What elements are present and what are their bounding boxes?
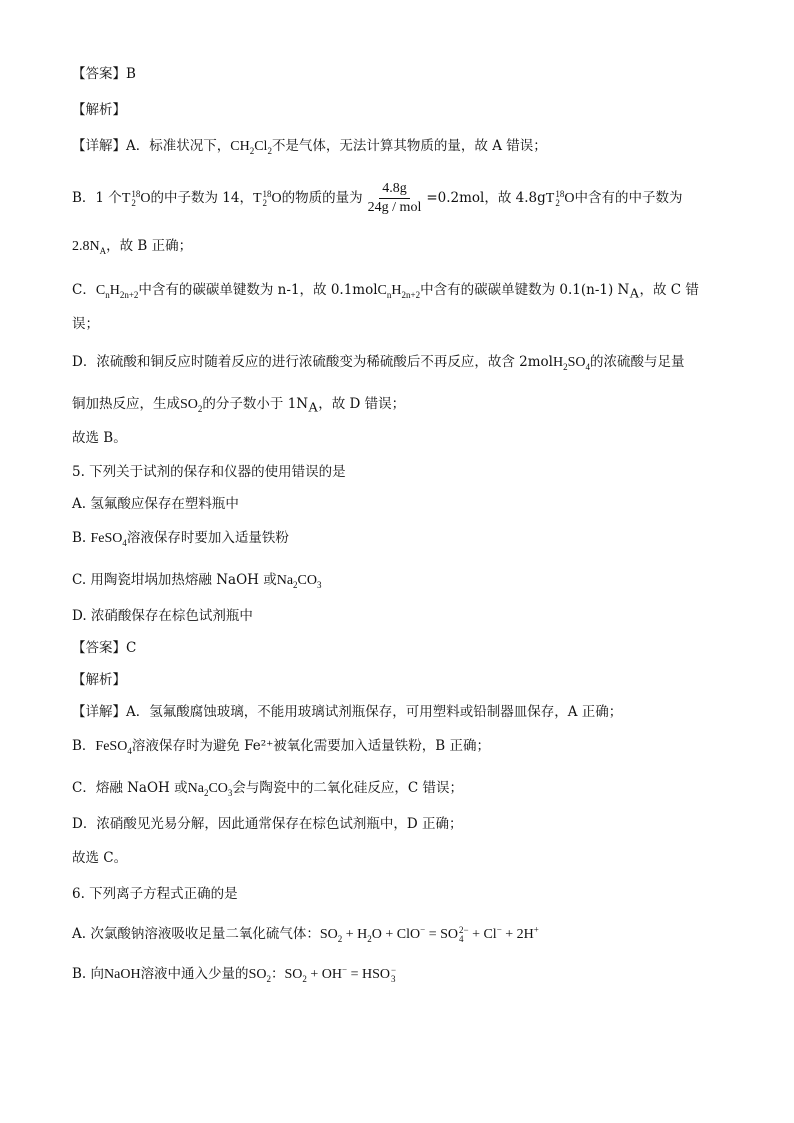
q4-analysis-label: 【解析】 <box>72 102 126 118</box>
formula-h2so4: $H_2SO_4$ <box>552 355 590 372</box>
formula-cnh2n2: $C_nH_{2n+2}$ <box>377 283 421 300</box>
q4-option-c-detail <box>72 280 699 301</box>
formula-cnh2n2: $C_nH_{2n+2}$ <box>95 283 139 300</box>
text: 中含有的碳碳单键数为 n-1，故 0.1mol <box>138 282 378 298</box>
text: 2.8N <box>72 239 100 254</box>
text: 溶液中通入少量的 <box>140 966 249 982</box>
formula-naoh: NaOH <box>104 967 141 982</box>
q6-stem: 6. 下列离子方程式正确的是 <box>72 886 238 902</box>
formula-t2o18: T 18 2 O <box>121 188 151 208</box>
q5-stem: 5. 下列关于试剂的保存和仪器的使用错误的是 <box>72 464 346 480</box>
q4-option-b-detail <box>72 180 682 217</box>
denominator: 24g / mol <box>367 200 422 215</box>
answer-label: 【答案】 <box>72 66 126 82</box>
formula-na2co3: $Na_2CO_3$ <box>276 573 322 590</box>
text: ，故 C 错 <box>639 282 699 298</box>
subscript: A <box>308 400 319 416</box>
text: ，故 D 错误； <box>318 396 406 412</box>
formula-feso4: FeSO$_4$ <box>95 739 132 756</box>
text: B． <box>72 738 96 754</box>
q5-detail-a <box>72 702 622 722</box>
detail-label: 【详解】 <box>72 138 126 154</box>
q5-option-a: A. 氢氟酸应保存在塑料瓶中 <box>72 496 239 512</box>
q5-option-d: D. 浓硝酸保存在棕色试剂瓶中 <box>72 608 253 624</box>
text: C． <box>72 282 96 298</box>
formula-ch2cl2: $CH_2Cl_2$ <box>230 139 272 156</box>
text: 的中子数为 14， <box>150 190 253 206</box>
subscript: A <box>629 286 640 302</box>
formula-t2o18: T 18 2 O <box>545 188 575 208</box>
text: 溶液保存时要加入适量铁粉 <box>126 530 289 546</box>
text: 不是气体，无法计算其物质的量，故 A 错误； <box>271 138 547 154</box>
text: B．1 个 <box>72 190 122 206</box>
answer-label: 【答案】 <box>72 640 126 656</box>
text: 的物质的量为 <box>281 190 363 206</box>
text: A．氢氟酸腐蚀玻璃，不能用玻璃试剂瓶保存，可用塑料或铅制器皿保存，A 正确； <box>126 704 623 720</box>
text: A. 次氯酸钠溶液吸收足量二氧化硫气体： <box>72 926 320 942</box>
q6-option-a <box>72 924 539 945</box>
q5-option-b <box>72 528 289 549</box>
answer-value: B <box>126 66 136 82</box>
text: B. <box>72 530 91 546</box>
q6-option-b <box>72 964 396 985</box>
q4-option-d-detail-cont <box>72 394 405 415</box>
formula-t2o18: T 18 2 O <box>252 188 282 208</box>
text: D．浓硫酸和铜反应时随着反应的进行浓硫酸变为稀硫酸后不再反应，故含 2mol <box>72 354 553 370</box>
numerator: 4.8g <box>379 180 410 199</box>
text: ： <box>270 966 285 982</box>
text: 铜加热反应，生成 <box>72 396 180 412</box>
q4-option-d-detail <box>72 352 684 373</box>
q4-option-a-detail <box>72 136 547 157</box>
equation-b: $SO_2 + OH^-$ = HSO − 3 <box>284 964 397 984</box>
text: ，故 B 正确； <box>106 238 193 254</box>
text: 的分子数小于 1N <box>202 396 309 412</box>
equation-a: $SO_2 + H_2O + ClO^-$ = SO 2− 4 + Cl− + 2H+ <box>319 924 539 944</box>
text: 会与陶瓷中的二氧化硅反应，C 错误； <box>232 780 464 796</box>
q5-detail-b <box>72 736 490 757</box>
text: 中含有的中子数为 <box>574 190 683 206</box>
q4-option-b-detail-cont <box>72 236 192 257</box>
answer-value: C <box>126 640 137 656</box>
text: 的浓硫酸与足量 <box>589 354 685 370</box>
text: B. 向 <box>72 966 105 982</box>
text: C. 用陶瓷坩埚加热熔融 NaOH 或 <box>72 572 277 588</box>
text: C．熔融 NaOH 或 <box>72 780 188 796</box>
q5-analysis-label: 【解析】 <box>72 672 126 688</box>
text: =0.2mol，故 4.8g <box>426 190 546 206</box>
formula-feso4: FeSO$_4$ <box>90 531 127 548</box>
formula-na2co3: $Na_2CO_3$ <box>187 781 233 798</box>
q4-conclusion: 故选 B。 <box>72 430 127 446</box>
fraction <box>365 180 425 217</box>
q5-option-c <box>72 570 322 591</box>
value: $2.8N_A$ <box>72 239 107 256</box>
formula-so2: $SO_2$ <box>180 397 203 414</box>
detail-label: 【详解】 <box>72 704 126 720</box>
q4-option-c-detail-cont: 误； <box>72 316 99 332</box>
q5-detail-c <box>72 778 463 799</box>
text: A．标准状况下， <box>126 138 231 154</box>
text: 溶液保存时为避免 Fe²⁺被氧化需要加入适量铁粉，B 正确； <box>131 738 490 754</box>
formula-so2: $SO_2$ <box>248 967 271 984</box>
q5-conclusion: 故选 C。 <box>72 850 128 866</box>
q5-detail-d: D．浓硝酸见光易分解，因此通常保存在棕色试剂瓶中，D 正确； <box>72 816 463 832</box>
q4-answer-line <box>72 64 136 84</box>
text: 中含有的碳碳单键数为 0.1(n-1) N <box>420 282 630 298</box>
q5-answer-line <box>72 638 136 658</box>
